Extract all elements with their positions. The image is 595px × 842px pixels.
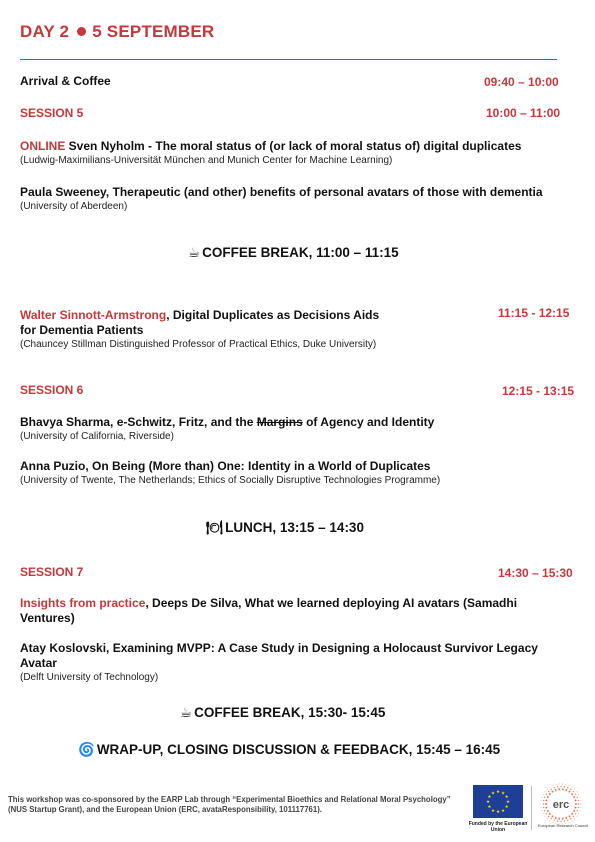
session7-talk1-title-line1 — [20, 596, 517, 611]
erc-dot — [558, 818, 560, 820]
session6-label: SESSION 6 — [20, 383, 84, 397]
erc-dot — [576, 816, 577, 817]
erc-dot — [548, 816, 549, 817]
coffee-cup-icon: ☕ — [188, 245, 201, 260]
bullet-dot-icon — [77, 27, 86, 36]
erc-dot — [573, 816, 574, 817]
practice-tag: Insights from practice — [20, 596, 146, 610]
erc-dot — [575, 813, 576, 814]
erc-dot — [545, 791, 546, 792]
erc-dot — [570, 789, 571, 790]
erc-dot — [575, 794, 576, 795]
lunch-break — [206, 520, 364, 536]
erc-dot — [545, 803, 547, 805]
erc-dot — [575, 800, 577, 802]
eu-star-icon: ★ — [490, 790, 496, 796]
coffee-cup-icon: ☕ — [180, 705, 193, 720]
day-heading — [20, 22, 214, 42]
erc-dot — [544, 810, 545, 811]
session6-time: 12:15 - 13:15 — [502, 384, 575, 398]
erc-dot — [571, 793, 573, 795]
erc-dot — [549, 813, 551, 815]
erc-dot — [554, 787, 555, 788]
eu-flag-logo — [473, 785, 523, 818]
erc-logo-text: erc — [552, 799, 570, 811]
erc-dot — [560, 786, 561, 787]
erc-dot — [565, 789, 567, 791]
erc-dot — [540, 804, 541, 805]
erc-dot — [574, 818, 575, 819]
keynote-title: , Digital Duplicates as Decisions Aids — [166, 308, 380, 322]
session6-talk1-title — [20, 415, 434, 430]
erc-dot — [547, 789, 548, 790]
erc-dot — [567, 820, 568, 821]
session5-talk2-affiliation: (University of Aberdeen) — [20, 201, 128, 212]
session5-talk1-affiliation: (Ludwig-Maximilians-Universität München and Munich Center for Machine Learning) — [20, 155, 393, 166]
erc-dot — [543, 794, 544, 795]
erc-dot — [547, 796, 549, 798]
erc-dot — [543, 803, 544, 804]
arrival-label: Arrival & Coffee — [20, 74, 111, 88]
erc-dot — [569, 815, 571, 817]
erc-dot — [562, 788, 564, 790]
erc-dot — [551, 789, 552, 790]
erc-dot — [543, 807, 544, 808]
erc-dot — [549, 787, 550, 788]
date-label: 5 SEPTEMBER — [92, 22, 215, 41]
eu-star-icon: ★ — [504, 794, 509, 800]
erc-dot — [558, 788, 560, 790]
erc-dot — [580, 797, 581, 798]
erc-dot — [546, 813, 547, 814]
erc-dot — [543, 800, 544, 801]
session7-label: SESSION 7 — [20, 565, 84, 579]
eu-star-icon: ★ — [495, 789, 501, 795]
keynote-title-line1 — [20, 308, 379, 323]
erc-dot — [546, 800, 548, 802]
erc-dots-icon — [540, 783, 582, 825]
erc-dot — [548, 791, 549, 792]
erc-dot — [559, 783, 560, 784]
erc-dot — [580, 807, 581, 808]
erc-dot — [577, 810, 578, 811]
session7-talk2-title-line2: Avatar — [20, 656, 57, 670]
erc-dot — [577, 797, 578, 798]
eu-star-icon: ★ — [487, 794, 492, 800]
erc-logo — [540, 783, 582, 825]
erc-dot — [565, 784, 566, 785]
session7-time: 14:30 – 15:30 — [498, 566, 573, 580]
erc-dot — [552, 791, 554, 793]
erc-dot — [565, 817, 567, 819]
session6-talk2-title: Anna Puzio, On Being (More than) One: Identity in a World of Duplicates — [20, 459, 431, 473]
erc-dot — [574, 789, 575, 790]
talk-title-a: Bhavya Sharma, e-Schwitz, Fritz, and the — [20, 415, 257, 429]
erc-dot — [543, 813, 544, 814]
session5-time: 10:00 – 11:00 — [486, 106, 561, 120]
session5-talk2-title: Paula Sweeney, Therapeutic (and other) benefits of personal avatars of those with dementia — [20, 185, 543, 199]
erc-dot — [573, 796, 575, 798]
struck-word: Margins — [256, 415, 303, 429]
erc-dot — [578, 800, 579, 801]
session6-talk1-affiliation: (University of California, Riverside) — [20, 431, 174, 442]
session5-talk1-title — [20, 139, 521, 154]
erc-dot — [578, 813, 579, 814]
talk-title-b: of Agency and Identity — [302, 415, 435, 429]
erc-dot — [564, 786, 565, 787]
header-divider — [20, 59, 557, 60]
keynote-speaker: Walter Sinnott-Armstrong — [20, 308, 167, 322]
erc-dot — [573, 810, 575, 812]
online-tag: ONLINE — [20, 139, 66, 153]
erc-dot — [578, 803, 579, 804]
erc-dot — [564, 821, 565, 822]
erc-dot — [562, 783, 563, 784]
eu-star-icon: ★ — [504, 804, 509, 810]
coffee-break-2 — [180, 705, 385, 721]
erc-dot — [557, 821, 558, 822]
erc-dot — [541, 797, 542, 798]
cutlery-icon: 🍽 — [206, 520, 224, 535]
break-label: COFFEE BREAK, 15:30- 15:45 — [194, 705, 386, 720]
erc-dot — [541, 807, 542, 808]
keynote-title-line2: for Dementia Patients — [20, 323, 144, 337]
erc-dot — [580, 810, 581, 811]
erc-dot — [580, 800, 581, 801]
erc-dot — [571, 813, 573, 815]
cyclone-icon: 🌀 — [78, 742, 95, 757]
talk-title: Sven Nyholm - The moral status of (or lack of moral status of) digital duplicates — [65, 139, 522, 153]
erc-dot — [569, 791, 571, 793]
erc-caption: European Research Council — [537, 823, 589, 828]
eu-star-icon: ★ — [487, 804, 492, 810]
eu-caption: Funded by the European Union — [468, 821, 528, 833]
erc-dot — [549, 793, 551, 795]
erc-dot — [578, 807, 579, 808]
erc-dot — [570, 818, 571, 819]
erc-dot — [581, 804, 582, 805]
eu-star-icon: ★ — [490, 807, 496, 813]
keynote-time: 11:15 - 12:15 — [498, 306, 570, 320]
erc-dot — [547, 810, 549, 812]
erc-dot — [578, 794, 579, 795]
eu-star-icon: ★ — [500, 807, 506, 813]
eu-star-icon: ★ — [495, 809, 501, 815]
session7-talk2-title-line1: Atay Koslovski, Examining MVPP: A Case Study in Designing a Holocaust Survivor Legacy — [20, 641, 538, 655]
arrival-time: 09:40 – 10:00 — [484, 75, 559, 89]
erc-dot — [552, 785, 553, 786]
erc-dot — [556, 784, 557, 785]
talk-title: , Deeps De Silva, What we learned deploying AI avatars (Samadhi — [145, 596, 518, 610]
eu-star-icon: ★ — [505, 799, 511, 805]
erc-dot — [557, 786, 558, 787]
erc-dot — [551, 818, 552, 819]
break-label: COFFEE BREAK, 11:00 – 11:15 — [202, 245, 399, 260]
coffee-break-1 — [188, 245, 399, 261]
erc-dot — [544, 797, 545, 798]
session7-talk1-title-line2: Ventures) — [20, 611, 75, 625]
eu-star-icon: ★ — [485, 799, 491, 805]
eu-star-icon: ★ — [500, 790, 506, 796]
erc-dot — [547, 818, 548, 819]
session5-label: SESSION 5 — [20, 106, 84, 120]
sponsor-note: This workshop was co-sponsored by the EARP Lab through “Experimental Bioethics and Relational Moral Psychology” (NUS Startup Grant), and the European Union (ERC, avataResponsibility, 101117761). — [8, 795, 451, 814]
erc-dot — [554, 820, 555, 821]
wrap-up — [78, 742, 500, 758]
eu-stars-icon — [473, 785, 523, 818]
erc-dot — [569, 785, 570, 786]
logo-divider — [531, 786, 532, 830]
erc-dot — [545, 816, 546, 817]
erc-dot — [552, 815, 554, 817]
erc-dot — [549, 820, 550, 821]
session6-talk2-affiliation: (University of Twente, The Netherlands; Ethics of Socially Disruptive Technologies Programme) — [20, 475, 441, 486]
lunch-label: LUNCH, 13:15 – 14:30 — [225, 520, 364, 535]
day-label: DAY 2 — [20, 22, 70, 41]
erc-dot — [562, 818, 564, 820]
erc-dot — [572, 787, 573, 788]
erc-dot — [555, 789, 557, 791]
session7-talk2-affiliation: (Delft University of Technology) — [20, 672, 159, 683]
erc-dot — [576, 791, 577, 792]
erc-dot — [541, 800, 542, 801]
erc-dot — [546, 807, 548, 809]
wrap-up-label: WRAP-UP, CLOSING DISCUSSION & FEEDBACK, 15:45 – 16:45 — [96, 742, 501, 757]
erc-dot — [575, 803, 577, 805]
keynote-affiliation: (Chauncey Stillman Distinguished Professor of Practical Ethics, Duke University) — [20, 339, 377, 350]
erc-dot — [572, 820, 573, 821]
erc-dot — [555, 817, 557, 819]
erc-dot — [573, 791, 574, 792]
erc-dot — [567, 787, 568, 788]
erc-dot — [541, 810, 542, 811]
erc-dot — [546, 794, 547, 795]
erc-dot — [575, 807, 577, 809]
